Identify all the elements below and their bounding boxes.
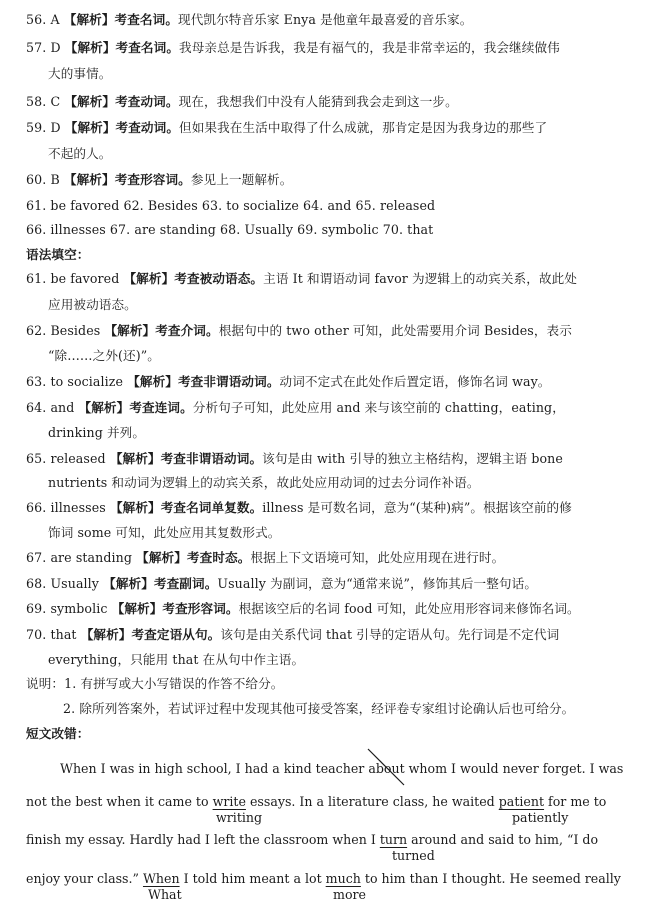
answer-list-61-65: 61. be favored 62. Besides 63. to socialize 64. and 65. released — [26, 198, 436, 213]
essay-line-1: When I was in high school, I had a kind teacher about whom I would never forget. I was — [60, 760, 636, 778]
correction-more: more — [333, 887, 366, 902]
explanation-61: 61. be favored 【解析】考查被动语态。主语 It 和谓语动词 favor 为逻辑上的动宾关系，故此处 — [26, 271, 578, 286]
answer-list-66-70: 66. illnesses 67. are standing 68. Usually 69. symbolic 70. that — [26, 222, 434, 237]
correction-patiently: patiently — [512, 810, 569, 825]
error-word-turn: turn — [379, 832, 408, 847]
correction-turned: turned — [392, 848, 435, 863]
answer-line-60: 60. B 【解析】考查形容词。参见上一题解析。 — [26, 172, 293, 187]
explanation-67: 67. are standing 【解析】考查时态。根据上下文语境可知，此处应用现在进行时。 — [26, 550, 505, 565]
error-word-patient: patient — [498, 794, 545, 809]
answer-line-57-cont: 大的事情。 — [48, 66, 112, 81]
answer-line-57: 57. D 【解析】考查名词。我母亲总是告诉我，我是有福气的，我是非常幸运的，我会继续做伟 — [26, 40, 560, 55]
explanation-70-cont: everything，只能用 that 在从句中作主语。 — [48, 652, 305, 667]
essay-line-4: enjoy your class.” When I told him meant a lot much to him than I thought. He seemed really — [26, 871, 621, 886]
error-word-when: When — [142, 871, 180, 886]
explanation-65: 65. released 【解析】考查非谓语动词。该句是由 with 引导的独立主格结构，逻辑主语 bone — [26, 451, 563, 466]
explanation-63: 63. to socialize 【解析】考查非谓语动词。动词不定式在此处作后置定语，修饰名词 way。 — [26, 374, 551, 389]
note-line-1: 说明：1. 有拼写或大小写错误的作答不给分。 — [26, 676, 284, 691]
answer-line-56: 56. A 【解析】考查名词。现代凯尔特音乐家 Enya 是他童年最喜爱的音乐家。 — [26, 12, 473, 27]
answer-line-59-cont: 不起的人。 — [48, 146, 112, 161]
note-line-2: 2. 除所列答案外，若试评过程中发现其他可接受答案，经评卷专家组讨论确认后也可给分。 — [63, 701, 575, 716]
explanation-62: 62. Besides 【解析】考查介词。根据句中的 two other 可知，此处需要用介词 Besides，表示 — [26, 323, 572, 338]
explanation-68: 68. Usually 【解析】考查副词。Usually 为副词，意为“通常来说”，修饰其后一整句话。 — [26, 576, 538, 591]
deletion-mark-icon — [364, 747, 408, 787]
error-word-write: write — [212, 794, 246, 809]
correction-writing: writing — [216, 810, 263, 825]
answer-line-59: 59. D 【解析】考查动词。但如果我在生活中取得了什么成就，那肯定是因为我身边的那些了 — [26, 120, 548, 135]
explanation-62-cont: “除……之外(还)”。 — [48, 348, 160, 363]
explanation-64-cont: drinking 并列。 — [48, 425, 146, 440]
deleted-word: about — [368, 761, 404, 776]
explanation-66-cont: 饰词 some 可知，此处应用其复数形式。 — [48, 525, 281, 540]
section-heading-error-correction: 短文改错： — [26, 726, 90, 741]
correction-what: What — [148, 887, 182, 902]
essay-line-2: not the best when it came to write essays. In a literature class, he waited patient for me to — [26, 794, 607, 809]
answer-line-58: 58. C 【解析】考查动词。现在，我想我们中没有人能猜到我会走到这一步。 — [26, 94, 458, 109]
explanation-69: 69. symbolic 【解析】考查形容词。根据该空后的名词 food 可知，此处应用形容词来修饰名词。 — [26, 601, 580, 616]
explanation-64: 64. and 【解析】考查连词。分析句子可知，此处应用 and 来与该空前的 chatting，eating， — [26, 400, 565, 415]
explanation-61-cont: 应用被动语态。 — [48, 297, 137, 312]
explanation-66: 66. illnesses 【解析】考查名词单复数。illness 是可数名词，意为“(某种)病”。根据该空前的修 — [26, 500, 572, 515]
error-word-much: much — [325, 871, 361, 886]
essay-line-3: finish my essay. Hardly had I left the classroom when I turn around and said to him, “I do — [26, 832, 599, 847]
explanation-70: 70. that 【解析】考查定语从句。该句是由关系代词 that 引导的定语从句。先行词是不定代词 — [26, 627, 560, 642]
section-heading-grammar: 语法填空： — [26, 247, 90, 262]
explanation-65-cont: nutrients 和动词为逻辑上的动宾关系，故此处应用动词的过去分词作补语。 — [48, 475, 480, 490]
